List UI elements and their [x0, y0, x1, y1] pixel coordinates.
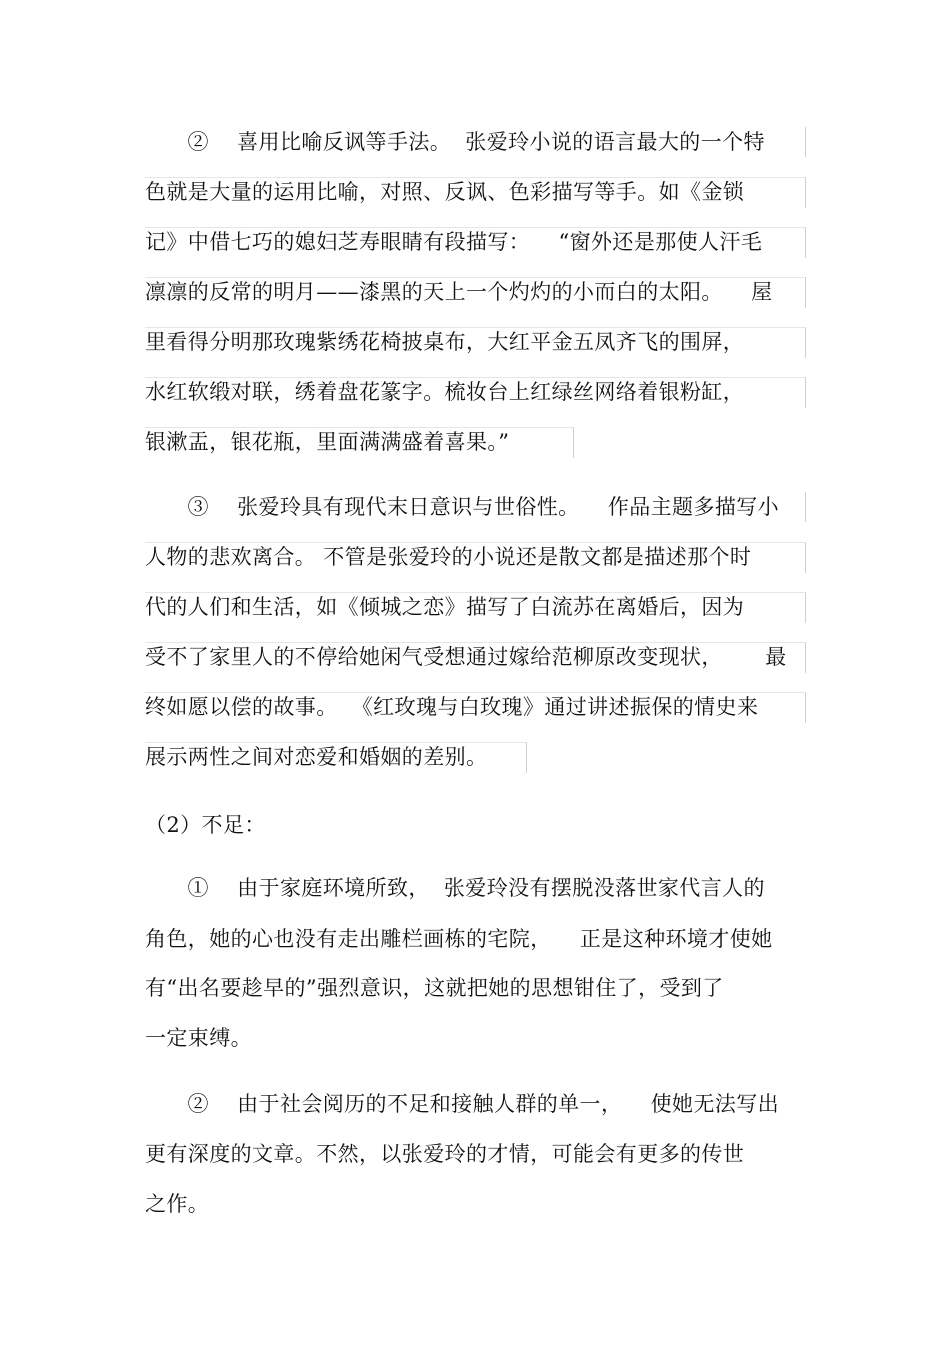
text-line: 受不了家里人的不停给她闲气受想通过嫁给范柳原改变现状， 最 — [145, 645, 787, 669]
text-line: 记》中借七巧的媳妇芝寿眼睛有段描写： “窗外还是那使人汗毛 — [145, 230, 763, 254]
text-line: 人物的悲欢离合。 不管是张爱玲的小说还是散文都是描述那个时 — [145, 545, 752, 569]
text-line: 终如愿以偿的故事。 《红玫瑰与白玫瑰》通过讲述振保的情史来 — [145, 695, 759, 719]
text-line: 更有深度的文章。不然，以张爱玲的才情，可能会有更多的传世 — [145, 1142, 745, 1166]
text-line: 里看得分明那玫瑰紫绣花椅披桌布，大红平金五凤齐飞的围屏， — [145, 330, 745, 354]
text-line: ② 由于社会阅历的不足和接触人群的单一， 使她无法写出 — [145, 1092, 780, 1116]
text-line: 银漱盂，银花瓶，里面满满盛着喜果。” — [145, 430, 510, 454]
text-line: 之作。 — [145, 1192, 210, 1216]
text-line: 凛凛的反常的明月——漆黑的天上一个灼灼的小而白的太阳。 屋 — [145, 280, 773, 304]
text-line: 代的人们和生活，如《倾城之恋》描写了白流苏在离婚后，因为 — [145, 595, 745, 619]
text-line: ② 喜用比喻反讽等手法。 张爱玲小说的语言最大的一个特 — [145, 130, 765, 154]
text-line: 水红软缎对联，绣着盘花篆字。梳妆台上红绿丝网络着银粉缸， — [145, 380, 745, 404]
text-line: ① 由于家庭环境所致， 张爱玲没有摆脱没落世家代言人的 — [145, 876, 765, 900]
text-line: 一定束缚。 — [145, 1026, 252, 1050]
text-line: 角色，她的心也没有走出雕栏画栋的宅院， 正是这种环境才使她 — [145, 927, 773, 951]
text-line: 展示两性之间对恋爱和婚姻的差别。 — [145, 745, 488, 769]
text-line: 色就是大量的运用比喻，对照、反讽、色彩描写等手。如《金锁 — [145, 180, 745, 204]
text-line: 有“出名要趁早的”强烈意识，这就把她的思想钳住了，受到了 — [145, 976, 724, 1000]
section-heading: （2）不足： — [145, 813, 266, 837]
text-line: ③ 张爱玲具有现代末日意识与世俗性。 作品主题多描写小 — [145, 495, 780, 519]
